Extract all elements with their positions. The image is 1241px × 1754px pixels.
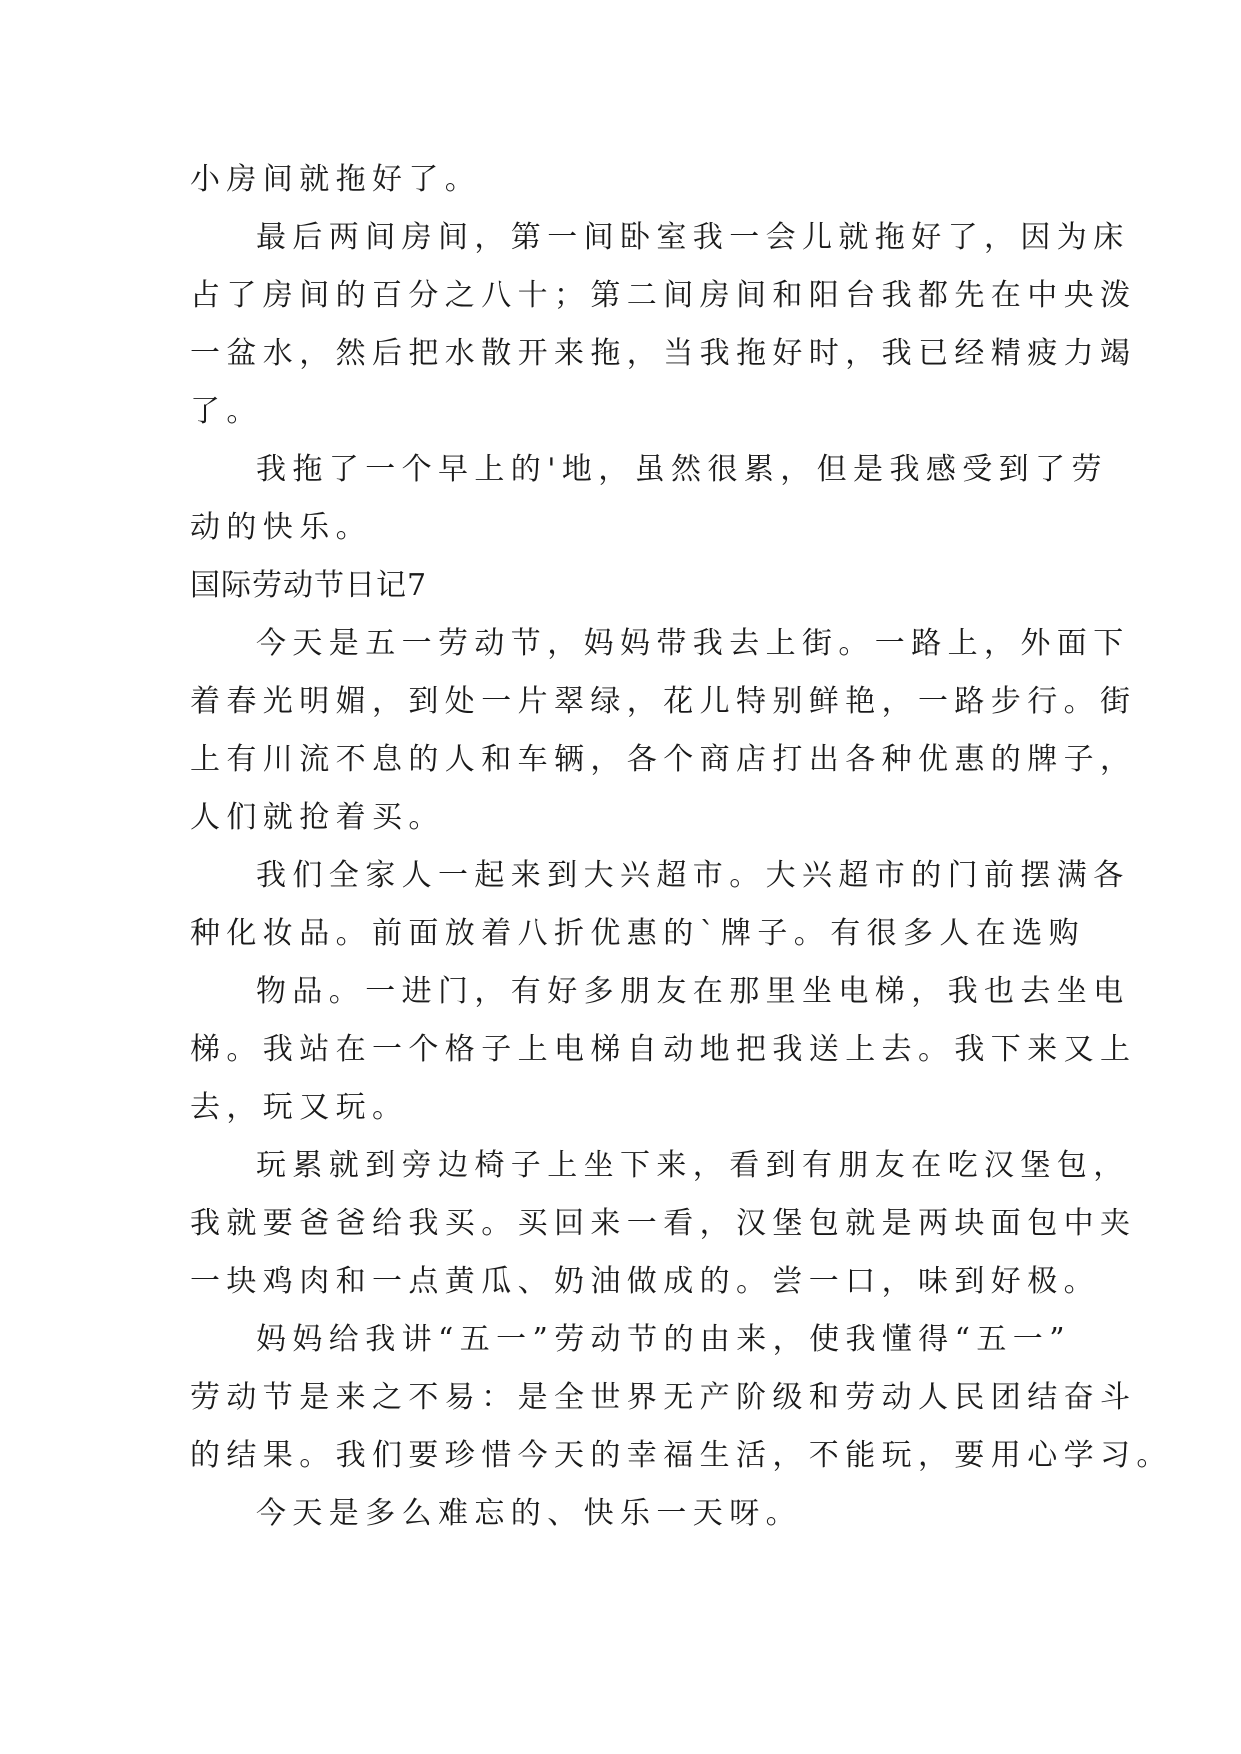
text-line: 了。: [190, 394, 263, 429]
text-line: 动的快乐。: [190, 510, 372, 545]
paragraph-first-line: 我拖了一个早上的'地，虽然很累，但是我感受到了劳: [256, 452, 1108, 487]
paragraph-first-line: 我们全家人一起来到大兴超市。大兴超市的门前摆满各: [256, 858, 1130, 893]
text-line: 一盆水，然后把水散开来拖，当我拖好时，我已经精疲力竭: [190, 336, 1137, 371]
paragraph-first-line: 妈妈给我讲“五一”劳动节的由来，使我懂得“五一”: [256, 1322, 1071, 1357]
text-line: 占了房间的百分之八十；第二间房间和阳台我都先在中央泼: [190, 278, 1137, 313]
text-line: 上有川流不息的人和车辆，各个商店打出各种优惠的牌子，: [190, 742, 1137, 777]
section-heading: 国际劳动节日记7: [190, 568, 428, 603]
paragraph-first-line: 物品。一进门，有好多朋友在那里坐电梯，我也去坐电: [256, 974, 1130, 1009]
text-line: 小房间就拖好了。: [190, 162, 482, 197]
text-line: 去，玩又玩。: [190, 1090, 409, 1125]
text-line: 我就要爸爸给我买。买回来一看，汉堡包就是两块面包中夹: [190, 1206, 1137, 1241]
text-line: 梯。我站在一个格子上电梯自动地把我送上去。我下来又上: [190, 1032, 1137, 1067]
text-line: 一块鸡肉和一点黄瓜、奶油做成的。尝一口，味到好极。: [190, 1264, 1100, 1299]
text-line: 人们就抢着买。: [190, 800, 445, 835]
text-line: 着春光明媚，到处一片翠绿，花儿特别鲜艳，一路步行。街: [190, 684, 1137, 719]
text-line: 的结果。我们要珍惜今天的幸福生活，不能玩，要用心学习。: [190, 1438, 1173, 1473]
paragraph-first-line: 最后两间房间，第一间卧室我一会儿就拖好了，因为床: [256, 220, 1130, 255]
text-line: 劳动节是来之不易：是全世界无产阶级和劳动人民团结奋斗: [190, 1380, 1137, 1415]
text-line: 种化妆品。前面放着八折优惠的`牌子。有很多人在选购: [190, 916, 1085, 951]
paragraph-first-line: 玩累就到旁边椅子上坐下来，看到有朋友在吃汉堡包，: [256, 1148, 1130, 1183]
paragraph-first-line: 今天是多么难忘的、快乐一天呀。: [256, 1496, 802, 1531]
paragraph-first-line: 今天是五一劳动节，妈妈带我去上街。一路上，外面下: [256, 626, 1130, 661]
